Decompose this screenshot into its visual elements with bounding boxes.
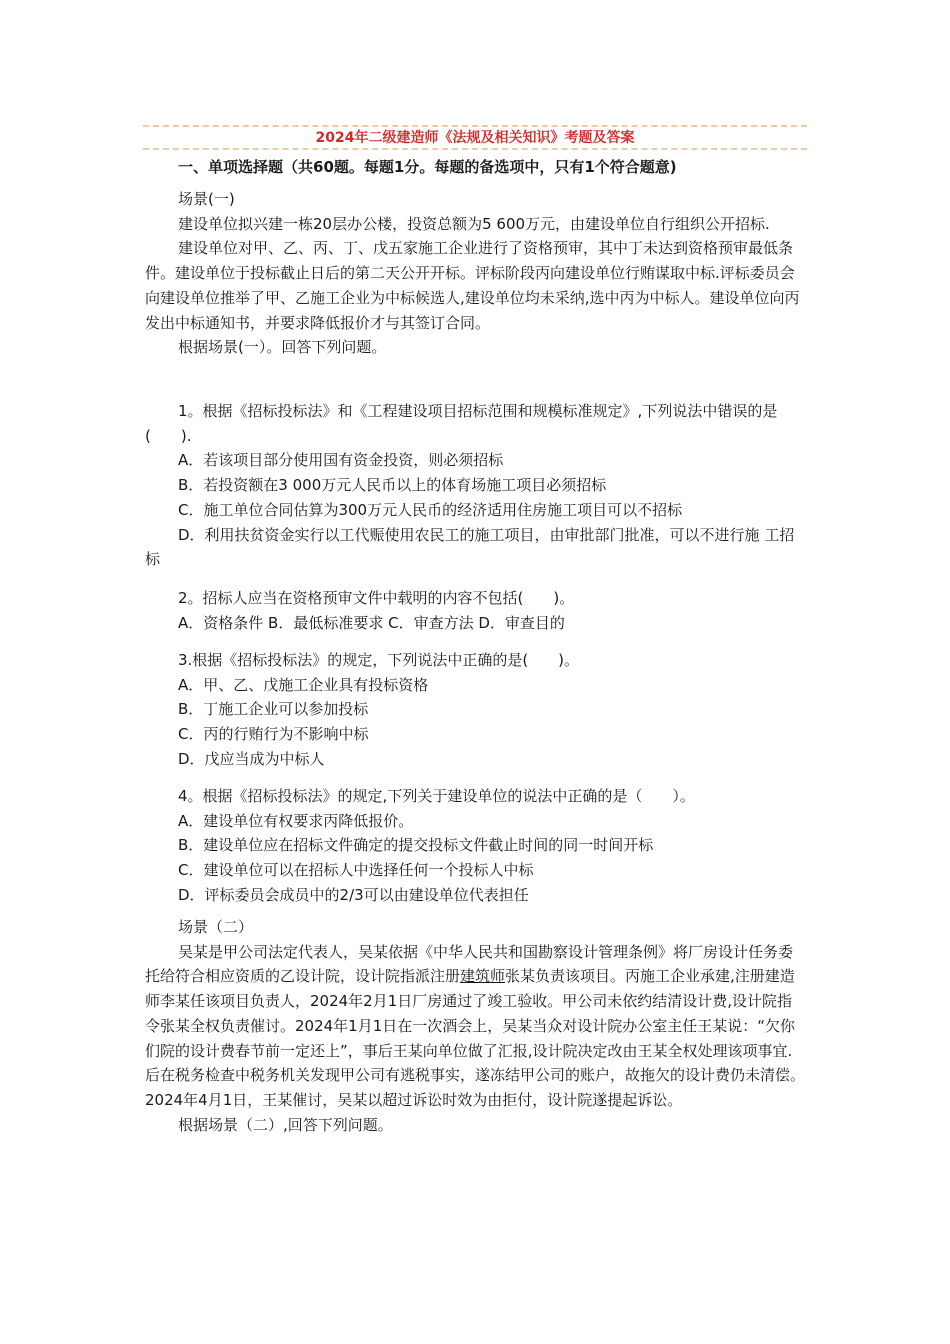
scene-one-paragraph-2: 建设单位对甲、乙、丙、丁、戊五家施工企业进行了资格预审，其中丁未达到资格预审最低条件。建设单位于投标截止日后的第二天公开开标。评标阶段丙向建设单位行贿谋取中标.评标委员会向建设单位推举了甲、乙施工企业为中标候选人,建设单位均未采纳,选中丙为中标人。建设单位向丙发出中标通知书，并要求降低报价才与其签订合同。 (145, 239, 800, 332)
scene-one-label: 场景(一) (178, 190, 235, 208)
answer-option: D．戊应当成为中标人 (178, 749, 325, 768)
scene-one-prompt: 根据场景(一）。回答下列问题。 (178, 338, 387, 357)
answer-option: B．若投资额在3 000万元人民币以上的体育场施工项目必须招标 (178, 476, 607, 495)
answer-option: A．资格条件 B．最低标准要求 C．审查方法 D．审查目的 (178, 613, 565, 632)
scene-two-text-end: 张某负责该项目。丙施工企业承建,注册建造师李某任该项目负责人，2024年2月1日厂房通过了竣工验收。甲公司未依约结清设计费,设计院指令张某全权负责催讨。2024年1月1日在一次酒会上，吴某当众对设计院办公室主任王某说：“欠你们院的设计费春节前一定还上”，事后王某向单位做了汇报,设计院决定改由王某全权处理该项事宜.后在税务检查中税务机关发现甲公司有逃税事实，遂冻结甲公司的账户，故拖欠的设计费仍未清偿。2024年4月1日，王某催讨，吴某以超过诉讼时效为由拒付，设计院遂提起诉讼。 (145, 967, 806, 1109)
question-stem: 4。根据《招标投标法》的规定,下列关于建设单位的说法中正确的是（ ）。 (178, 787, 695, 805)
question-4 (145, 784, 805, 908)
scene-two-label: 场景（二） (178, 918, 254, 936)
answer-option: C．建设单位可以在招标人中选择任何一个投标人中标 (178, 861, 534, 880)
header-dashed-rule-bottom (143, 148, 807, 150)
answer-option: C．施工单位合同估算为300万元人民币的经济适用住房施工项目可以不招标 (178, 500, 683, 519)
question-stem: 3.根据《招标投标法》的规定，下列说法中正确的是( )。 (178, 651, 580, 669)
question-stem: 2。招标人应当在资格预审文件中载明的内容不包括( )。 (178, 589, 575, 607)
answer-option: A．若该项目部分使用国有资金投资，则必须招标 (178, 451, 504, 470)
answer-option: B．建设单位应在招标文件确定的提交投标文件截止时间的同一时间开标 (178, 836, 654, 855)
question-2 (145, 586, 805, 635)
answer-option: B．丁施工企业可以参加投标 (178, 700, 369, 719)
scene-one-paragraph-1: 建设单位拟兴建一栋20层办公楼，投资总额为5 600万元，由建设单位自行组织公开招标. (178, 214, 770, 233)
scene-two-block (145, 915, 805, 1137)
answer-option: D．利用扶贫资金实行以工代赈使用农民工的施工项目，由审批部门批准，可以不进行施 工招标 (145, 525, 795, 569)
answer-option: C．丙的行贿行为不影响中标 (178, 725, 369, 744)
question-stem: 1。根据《招标投标法》和《工程建设项目招标范围和规模标准规定》,下列说法中错误的是( ). (145, 402, 778, 445)
answer-option: A．甲、乙、戊施工企业具有投标资格 (178, 675, 429, 694)
scene-two-text-start: 吴某是甲公司法定代表人，吴某依据《中华人民共和国勘察设计管理条例》将厂房设计任务委托给符合相应资质的乙设计院，设计院指派注册 (145, 942, 794, 986)
scene-two-paragraph (145, 940, 805, 1113)
question-3 (145, 648, 805, 772)
answer-option: D．评标委员会成员中的2/3可以由建设单位代表担任 (178, 885, 529, 904)
question-1 (145, 399, 805, 572)
scene-one-block (145, 187, 805, 360)
header-dashed-rule-top (143, 125, 807, 127)
architect-link[interactable]: 建筑师 (460, 967, 506, 986)
scene-two-prompt: 根据场景（二）,回答下列问题。 (178, 1115, 393, 1134)
section-heading: 一、单项选择题（共60题。每题1分。每题的备选项中，只有1个符合题意) (178, 158, 677, 176)
answer-option: A．建设单位有权要求丙降低报价。 (178, 811, 414, 830)
document-title: 2024年二级建造师《法规及相关知识》考题及答案 (315, 130, 635, 146)
